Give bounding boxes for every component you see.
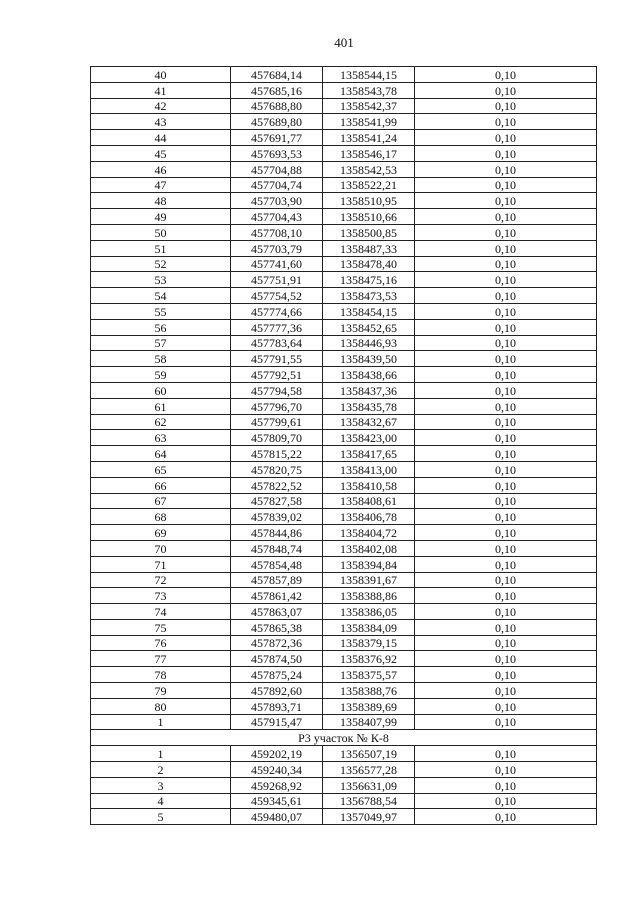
y-coordinate-cell: 1358510,66 — [323, 209, 415, 225]
table-row — [91, 130, 597, 146]
x-coordinate-cell: 457863,07 — [231, 604, 323, 620]
y-coordinate-cell: 1358417,65 — [323, 446, 415, 462]
y-coordinate-cell: 1358541,24 — [323, 130, 415, 146]
y-coordinate-cell: 1358408,61 — [323, 493, 415, 509]
point-number-cell: 1 — [91, 714, 231, 730]
table-row — [91, 809, 597, 825]
point-number-cell: 79 — [91, 683, 231, 699]
point-number-cell: 54 — [91, 288, 231, 304]
section-header-group — [91, 730, 597, 746]
y-coordinate-cell: 1358376,92 — [323, 651, 415, 667]
x-coordinate-cell: 457774,66 — [231, 303, 323, 319]
table-row — [91, 414, 597, 430]
accuracy-cell: 0,10 — [415, 698, 597, 714]
point-number-cell: 80 — [91, 698, 231, 714]
y-coordinate-cell: 1358384,09 — [323, 619, 415, 635]
table-row — [91, 98, 597, 114]
x-coordinate-cell: 457777,36 — [231, 319, 323, 335]
point-number-cell: 61 — [91, 398, 231, 414]
y-coordinate-cell: 1358435,78 — [323, 398, 415, 414]
table-row — [91, 556, 597, 572]
accuracy-cell: 0,10 — [415, 161, 597, 177]
y-coordinate-cell: 1358487,33 — [323, 240, 415, 256]
table-row — [91, 540, 597, 556]
x-coordinate-cell: 457791,55 — [231, 351, 323, 367]
x-coordinate-cell: 457872,36 — [231, 635, 323, 651]
y-coordinate-cell: 1358454,15 — [323, 303, 415, 319]
table-row — [91, 777, 597, 793]
x-coordinate-cell: 457848,74 — [231, 540, 323, 556]
table-row — [91, 588, 597, 604]
x-coordinate-cell: 457799,61 — [231, 414, 323, 430]
point-number-cell: 78 — [91, 667, 231, 683]
point-number-cell: 77 — [91, 651, 231, 667]
y-coordinate-cell: 1358546,17 — [323, 145, 415, 161]
accuracy-cell: 0,10 — [415, 335, 597, 351]
table-row — [91, 493, 597, 509]
table-row — [91, 698, 597, 714]
y-coordinate-cell: 1358379,15 — [323, 635, 415, 651]
accuracy-cell: 0,10 — [415, 193, 597, 209]
accuracy-cell: 0,10 — [415, 367, 597, 383]
accuracy-cell: 0,10 — [415, 556, 597, 572]
table-row — [91, 382, 597, 398]
point-number-cell: 2 — [91, 762, 231, 778]
point-number-cell: 45 — [91, 145, 231, 161]
point-number-cell: 56 — [91, 319, 231, 335]
section-table-body — [91, 746, 597, 825]
table-row — [91, 288, 597, 304]
y-coordinate-cell: 1358452,65 — [323, 319, 415, 335]
y-coordinate-cell: 1358394,84 — [323, 556, 415, 572]
x-coordinate-cell: 457915,47 — [231, 714, 323, 730]
x-coordinate-cell: 457820,75 — [231, 461, 323, 477]
accuracy-cell: 0,10 — [415, 572, 597, 588]
point-number-cell: 64 — [91, 446, 231, 462]
table-row — [91, 367, 597, 383]
table-row — [91, 224, 597, 240]
section-header-row — [91, 730, 597, 746]
accuracy-cell: 0,10 — [415, 303, 597, 319]
accuracy-cell: 0,10 — [415, 635, 597, 651]
x-coordinate-cell: 457693,53 — [231, 145, 323, 161]
accuracy-cell: 0,10 — [415, 651, 597, 667]
x-coordinate-cell: 457865,38 — [231, 619, 323, 635]
accuracy-cell: 0,10 — [415, 793, 597, 809]
point-number-cell: 5 — [91, 809, 231, 825]
y-coordinate-cell: 1358404,72 — [323, 525, 415, 541]
table-row — [91, 82, 597, 98]
x-coordinate-cell: 457827,58 — [231, 493, 323, 509]
y-coordinate-cell: 1358406,78 — [323, 509, 415, 525]
y-coordinate-cell: 1358402,08 — [323, 540, 415, 556]
y-coordinate-cell: 1356788,54 — [323, 793, 415, 809]
table-row — [91, 509, 597, 525]
table-row — [91, 272, 597, 288]
y-coordinate-cell: 1358386,05 — [323, 604, 415, 620]
coordinates-table-body — [91, 67, 597, 730]
y-coordinate-cell: 1358388,86 — [323, 588, 415, 604]
x-coordinate-cell: 457703,79 — [231, 240, 323, 256]
accuracy-cell: 0,10 — [415, 477, 597, 493]
accuracy-cell: 0,10 — [415, 98, 597, 114]
accuracy-cell: 0,10 — [415, 509, 597, 525]
y-coordinate-cell: 1358500,85 — [323, 224, 415, 240]
point-number-cell: 41 — [91, 82, 231, 98]
x-coordinate-cell: 457861,42 — [231, 588, 323, 604]
table-row — [91, 303, 597, 319]
table-row — [91, 525, 597, 541]
accuracy-cell: 0,10 — [415, 714, 597, 730]
point-number-cell: 67 — [91, 493, 231, 509]
point-number-cell: 47 — [91, 177, 231, 193]
table-row — [91, 604, 597, 620]
x-coordinate-cell: 457809,70 — [231, 430, 323, 446]
y-coordinate-cell: 1358413,00 — [323, 461, 415, 477]
point-number-cell: 43 — [91, 114, 231, 130]
point-number-cell: 74 — [91, 604, 231, 620]
y-coordinate-cell: 1358432,67 — [323, 414, 415, 430]
x-coordinate-cell: 459240,34 — [231, 762, 323, 778]
point-number-cell: 42 — [91, 98, 231, 114]
point-number-cell: 3 — [91, 777, 231, 793]
x-coordinate-cell: 459480,07 — [231, 809, 323, 825]
x-coordinate-cell: 457691,77 — [231, 130, 323, 146]
x-coordinate-cell: 457796,70 — [231, 398, 323, 414]
y-coordinate-cell: 1356577,28 — [323, 762, 415, 778]
table-row — [91, 793, 597, 809]
x-coordinate-cell: 459202,19 — [231, 746, 323, 762]
table-row — [91, 667, 597, 683]
accuracy-cell: 0,10 — [415, 540, 597, 556]
table-row — [91, 461, 597, 477]
point-number-cell: 44 — [91, 130, 231, 146]
y-coordinate-cell: 1358439,50 — [323, 351, 415, 367]
point-number-cell: 48 — [91, 193, 231, 209]
accuracy-cell: 0,10 — [415, 667, 597, 683]
y-coordinate-cell: 1358544,15 — [323, 67, 415, 83]
y-coordinate-cell: 1358542,53 — [323, 161, 415, 177]
y-coordinate-cell: 1358446,93 — [323, 335, 415, 351]
coordinates-table — [90, 66, 597, 825]
point-number-cell: 70 — [91, 540, 231, 556]
point-number-cell: 62 — [91, 414, 231, 430]
x-coordinate-cell: 457754,52 — [231, 288, 323, 304]
accuracy-cell: 0,10 — [415, 461, 597, 477]
x-coordinate-cell: 457875,24 — [231, 667, 323, 683]
accuracy-cell: 0,10 — [415, 762, 597, 778]
table-row — [91, 145, 597, 161]
accuracy-cell: 0,10 — [415, 288, 597, 304]
x-coordinate-cell: 457751,91 — [231, 272, 323, 288]
accuracy-cell: 0,10 — [415, 588, 597, 604]
table-row — [91, 398, 597, 414]
x-coordinate-cell: 457854,48 — [231, 556, 323, 572]
y-coordinate-cell: 1358407,99 — [323, 714, 415, 730]
table-row — [91, 762, 597, 778]
table-row — [91, 651, 597, 667]
y-coordinate-cell: 1358437,36 — [323, 382, 415, 398]
y-coordinate-cell: 1358473,53 — [323, 288, 415, 304]
x-coordinate-cell: 457792,51 — [231, 367, 323, 383]
x-coordinate-cell: 457703,90 — [231, 193, 323, 209]
table-row — [91, 114, 597, 130]
x-coordinate-cell: 457741,60 — [231, 256, 323, 272]
x-coordinate-cell: 457893,71 — [231, 698, 323, 714]
section-title: Р3 участок № К-8 — [91, 730, 597, 746]
y-coordinate-cell: 1358543,78 — [323, 82, 415, 98]
y-coordinate-cell: 1358475,16 — [323, 272, 415, 288]
point-number-cell: 63 — [91, 430, 231, 446]
accuracy-cell: 0,10 — [415, 398, 597, 414]
point-number-cell: 75 — [91, 619, 231, 635]
x-coordinate-cell: 457822,52 — [231, 477, 323, 493]
accuracy-cell: 0,10 — [415, 446, 597, 462]
accuracy-cell: 0,10 — [415, 319, 597, 335]
accuracy-cell: 0,10 — [415, 82, 597, 98]
point-number-cell: 59 — [91, 367, 231, 383]
x-coordinate-cell: 457839,02 — [231, 509, 323, 525]
x-coordinate-cell: 459268,92 — [231, 777, 323, 793]
point-number-cell: 50 — [91, 224, 231, 240]
x-coordinate-cell: 457704,74 — [231, 177, 323, 193]
point-number-cell: 52 — [91, 256, 231, 272]
point-number-cell: 51 — [91, 240, 231, 256]
y-coordinate-cell: 1358522,21 — [323, 177, 415, 193]
y-coordinate-cell: 1358388,76 — [323, 683, 415, 699]
y-coordinate-cell: 1357049,97 — [323, 809, 415, 825]
accuracy-cell: 0,10 — [415, 209, 597, 225]
point-number-cell: 60 — [91, 382, 231, 398]
point-number-cell: 49 — [91, 209, 231, 225]
y-coordinate-cell: 1358375,57 — [323, 667, 415, 683]
point-number-cell: 40 — [91, 67, 231, 83]
accuracy-cell: 0,10 — [415, 777, 597, 793]
table-row — [91, 256, 597, 272]
point-number-cell: 57 — [91, 335, 231, 351]
accuracy-cell: 0,10 — [415, 604, 597, 620]
y-coordinate-cell: 1358478,40 — [323, 256, 415, 272]
accuracy-cell: 0,10 — [415, 683, 597, 699]
accuracy-cell: 0,10 — [415, 130, 597, 146]
point-number-cell: 46 — [91, 161, 231, 177]
x-coordinate-cell: 457815,22 — [231, 446, 323, 462]
table-row — [91, 572, 597, 588]
x-coordinate-cell: 457844,86 — [231, 525, 323, 541]
x-coordinate-cell: 457892,60 — [231, 683, 323, 699]
point-number-cell: 53 — [91, 272, 231, 288]
x-coordinate-cell: 457783,64 — [231, 335, 323, 351]
y-coordinate-cell: 1358510,95 — [323, 193, 415, 209]
point-number-cell: 58 — [91, 351, 231, 367]
y-coordinate-cell: 1358423,00 — [323, 430, 415, 446]
table-row — [91, 67, 597, 83]
y-coordinate-cell: 1358542,37 — [323, 98, 415, 114]
y-coordinate-cell: 1356631,09 — [323, 777, 415, 793]
table-row — [91, 477, 597, 493]
x-coordinate-cell: 457688,80 — [231, 98, 323, 114]
x-coordinate-cell: 457704,43 — [231, 209, 323, 225]
point-number-cell: 4 — [91, 793, 231, 809]
table-row — [91, 319, 597, 335]
point-number-cell: 71 — [91, 556, 231, 572]
x-coordinate-cell: 457857,89 — [231, 572, 323, 588]
accuracy-cell: 0,10 — [415, 619, 597, 635]
x-coordinate-cell: 457684,14 — [231, 67, 323, 83]
point-number-cell: 76 — [91, 635, 231, 651]
table-row — [91, 446, 597, 462]
accuracy-cell: 0,10 — [415, 351, 597, 367]
accuracy-cell: 0,10 — [415, 809, 597, 825]
x-coordinate-cell: 457794,58 — [231, 382, 323, 398]
accuracy-cell: 0,10 — [415, 382, 597, 398]
point-number-cell: 69 — [91, 525, 231, 541]
x-coordinate-cell: 457708,10 — [231, 224, 323, 240]
accuracy-cell: 0,10 — [415, 240, 597, 256]
accuracy-cell: 0,10 — [415, 114, 597, 130]
x-coordinate-cell: 459345,61 — [231, 793, 323, 809]
accuracy-cell: 0,10 — [415, 272, 597, 288]
point-number-cell: 72 — [91, 572, 231, 588]
point-number-cell: 73 — [91, 588, 231, 604]
accuracy-cell: 0,10 — [415, 145, 597, 161]
table-row — [91, 351, 597, 367]
accuracy-cell: 0,10 — [415, 67, 597, 83]
accuracy-cell: 0,10 — [415, 414, 597, 430]
y-coordinate-cell: 1358391,67 — [323, 572, 415, 588]
point-number-cell: 1 — [91, 746, 231, 762]
x-coordinate-cell: 457874,50 — [231, 651, 323, 667]
accuracy-cell: 0,10 — [415, 430, 597, 446]
table-row — [91, 683, 597, 699]
table-row — [91, 177, 597, 193]
page-number: 401 — [334, 35, 354, 50]
y-coordinate-cell: 1356507,19 — [323, 746, 415, 762]
table-row — [91, 193, 597, 209]
accuracy-cell: 0,10 — [415, 256, 597, 272]
point-number-cell: 68 — [91, 509, 231, 525]
accuracy-cell: 0,10 — [415, 746, 597, 762]
y-coordinate-cell: 1358541,99 — [323, 114, 415, 130]
point-number-cell: 66 — [91, 477, 231, 493]
x-coordinate-cell: 457685,16 — [231, 82, 323, 98]
table-row — [91, 714, 597, 730]
table-row — [91, 209, 597, 225]
table-row — [91, 746, 597, 762]
x-coordinate-cell: 457689,80 — [231, 114, 323, 130]
accuracy-cell: 0,10 — [415, 525, 597, 541]
x-coordinate-cell: 457704,88 — [231, 161, 323, 177]
y-coordinate-cell: 1358410,58 — [323, 477, 415, 493]
point-number-cell: 65 — [91, 461, 231, 477]
table-row — [91, 635, 597, 651]
point-number-cell: 55 — [91, 303, 231, 319]
table-row — [91, 335, 597, 351]
table-row — [91, 161, 597, 177]
y-coordinate-cell: 1358438,66 — [323, 367, 415, 383]
table-row — [91, 430, 597, 446]
accuracy-cell: 0,10 — [415, 177, 597, 193]
table-row — [91, 240, 597, 256]
table-row — [91, 619, 597, 635]
accuracy-cell: 0,10 — [415, 224, 597, 240]
accuracy-cell: 0,10 — [415, 493, 597, 509]
y-coordinate-cell: 1358389,69 — [323, 698, 415, 714]
